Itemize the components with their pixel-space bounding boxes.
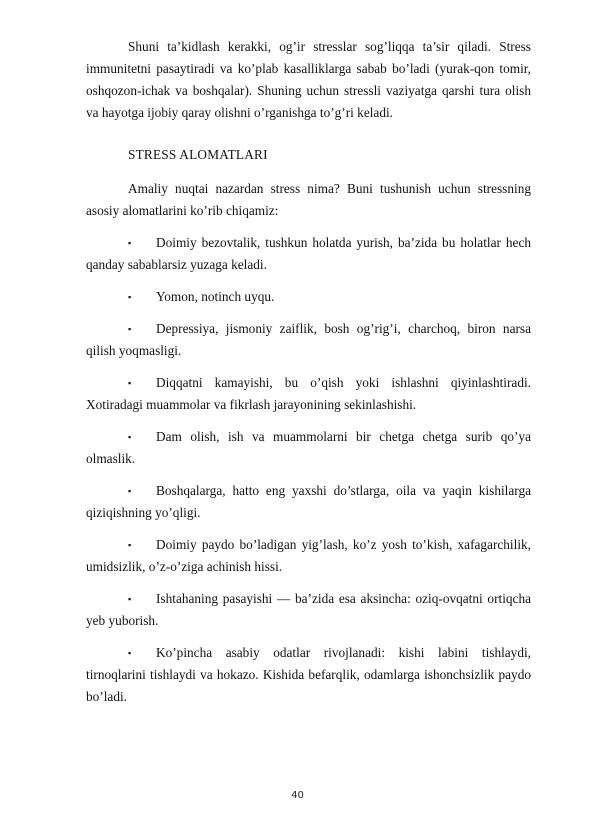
intro-paragraph: Shuni ta’kidlash kerakki, og’ir stresslar sog’liqqa ta’sir qiladi. Stress immunitetni pasaytiradi va ko’plab kasalliklarga sabab bo’ladi (yurak-qon tomir, oshqozon-ichak va boshqalar). Shuning uchun stressli vaziyatga qarshi tura olish va hayotga ijobiy qaray olishni o’rganishga to’g’ri keladi. <box>86 39 531 120</box>
list-item-text: Yomon, notinch uyqu. <box>156 289 275 304</box>
list-item-text: Boshqalarga, hatto eng yaxshi do’stlarga, oila va yaqin kishilarga qiziqishning yo’qligi. <box>86 483 531 520</box>
list-item-text: Diqqatni kamayishi, bu o’qish yoki ishlashni qiyinlashtiradi. Xotiradagi muammolar va fikrlash jarayonining sekinlashishi. <box>86 375 531 412</box>
bullet-icon: ▪ <box>128 292 132 302</box>
list-item-text: Ko’pincha asabiy odatlar rivojlanadi: kishi labini tishlaydi, tirnoqlarini tishlaydi va hokazo. Kishida befarqlik, odamlarga ishonchsizlik paydo bo’ladi. <box>86 645 531 704</box>
bullet-icon: ▪ <box>128 648 132 658</box>
section-heading: STRESS ALOMATLARI <box>128 147 268 162</box>
bullet-icon: ▪ <box>128 324 132 334</box>
bullet-icon: ▪ <box>128 378 132 388</box>
list-item <box>86 480 531 524</box>
list-item <box>86 426 531 470</box>
list-item-text: Dam olish, ish va muammolarni bir chetga chetga surib qo’ya olmaslik. <box>86 429 531 466</box>
page-number: 40 <box>291 790 304 801</box>
bullet-icon: ▪ <box>128 238 132 248</box>
list-item <box>86 232 531 276</box>
list-item <box>86 642 531 708</box>
list-item <box>86 286 531 308</box>
bullet-icon: ▪ <box>128 432 132 442</box>
list-item <box>86 318 531 362</box>
bullet-icon: ▪ <box>128 540 132 550</box>
lead-paragraph: Amaliy nuqtai nazardan stress nima? Buni tushunish uchun stressning asosiy alomatlarini ko’rib chiqamiz: <box>86 181 531 218</box>
list-item <box>86 534 531 578</box>
bullet-icon: ▪ <box>128 486 132 496</box>
list-item <box>86 588 531 632</box>
bullet-icon: ▪ <box>128 594 132 604</box>
list-item-text: Depressiya, jismoniy zaiflik, bosh og’rig’i, charchoq, biron narsa qilish yoqmasligi. <box>86 321 531 358</box>
list-item-text: Ishtahaning pasayishi — ba’zida esa aksincha: oziq-ovqatni ortiqcha yeb yuborish. <box>86 591 531 628</box>
document-body <box>86 36 531 708</box>
symptom-list <box>86 232 531 708</box>
list-item <box>86 372 531 416</box>
list-item-text: Doimiy paydo bo’ladigan yig’lash, ko’z yosh to’kish, xafagarchilik, umidsizlik, o’z-o’ziga achinish hissi. <box>86 537 531 574</box>
list-item-text: Doimiy bezovtalik, tushkun holatda yurish, ba’zida bu holatlar hech qanday sabablarsiz yuzaga keladi. <box>86 235 531 272</box>
